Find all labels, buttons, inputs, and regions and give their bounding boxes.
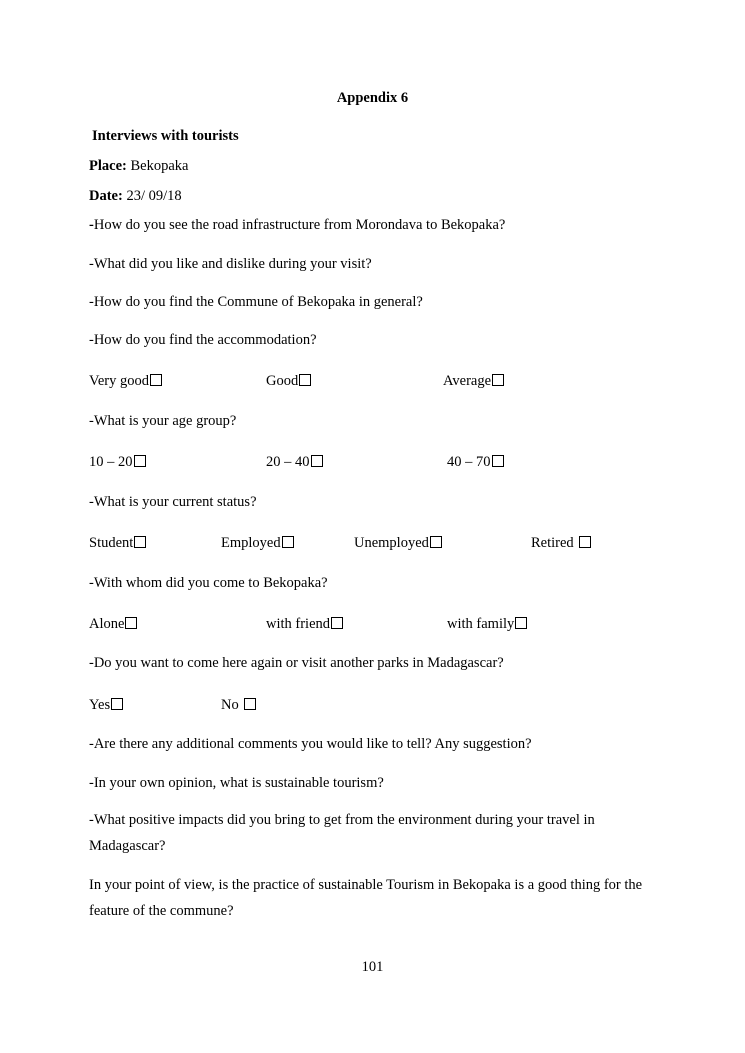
option-student	[89, 534, 146, 552]
place-line	[89, 157, 188, 175]
option-label: Retired	[531, 535, 574, 551]
option-label: Employed	[221, 535, 281, 551]
question-accommodation: -How do you find the accommodation?	[89, 332, 317, 348]
option-age-20-40	[266, 453, 323, 471]
option-very-good	[89, 372, 162, 390]
option-employed	[221, 534, 294, 552]
question-company: -With whom did you come to Bekopaka?	[89, 575, 328, 591]
option-label: Unemployed	[354, 535, 429, 551]
checkbox[interactable]	[430, 536, 442, 548]
option-unemployed	[354, 534, 442, 552]
option-label: 10 – 20	[89, 454, 133, 470]
checkbox[interactable]	[134, 536, 146, 548]
checkbox[interactable]	[282, 536, 294, 548]
question-status: -What is your current status?	[89, 494, 257, 510]
date-label: Date:	[89, 188, 123, 204]
checkbox[interactable]	[299, 374, 311, 386]
question-dash: -	[89, 217, 94, 233]
checkbox[interactable]	[311, 455, 323, 467]
question-commune: -How do you find the Commune of Bekopaka in general?	[89, 294, 423, 310]
checkbox[interactable]	[515, 617, 527, 629]
option-with-family	[447, 615, 527, 633]
option-label: Good	[266, 373, 299, 389]
checkbox[interactable]	[150, 374, 162, 386]
question-age-group: -What is your age group?	[89, 413, 237, 429]
place-value: Bekopaka	[130, 158, 189, 174]
option-retired	[531, 534, 591, 552]
page-number: 101	[361, 959, 384, 975]
option-label: 40 – 70	[447, 454, 491, 470]
option-label: 20 – 40	[266, 454, 310, 470]
option-no	[221, 696, 256, 714]
option-age-10-20	[89, 453, 146, 471]
question-sustainable-tourism: -In your own opinion, what is sustainable tourism?	[89, 775, 384, 791]
section-title: Interviews with tourists	[92, 128, 239, 144]
question-road-text: How do you see the road infrastructure from Morondava to Bekopaka?	[93, 217, 506, 233]
option-label: Alone	[89, 616, 125, 632]
question-road	[89, 216, 505, 234]
checkbox[interactable]	[492, 455, 504, 467]
checkbox[interactable]	[134, 455, 146, 467]
checkbox[interactable]	[492, 374, 504, 386]
date-line	[89, 187, 182, 205]
checkbox[interactable]	[331, 617, 343, 629]
option-average	[443, 372, 504, 390]
date-value: 23/ 09/18	[126, 188, 182, 204]
option-label: with friend	[266, 616, 331, 632]
question-positive-impacts: -What positive impacts did you bring to get from the environment during your travel in Madagascar?	[89, 812, 595, 854]
option-label: with family	[447, 616, 515, 632]
option-label: Very good	[89, 373, 150, 389]
option-yes	[89, 696, 123, 714]
option-label: Average	[443, 373, 492, 389]
option-age-40-70	[447, 453, 504, 471]
place-label: Place:	[89, 158, 127, 174]
option-label: No	[221, 697, 239, 713]
question-like-dislike: -What did you like and dislike during your visit?	[89, 256, 372, 272]
question-return: -Do you want to come here again or visit another parks in Madagascar?	[89, 655, 504, 671]
option-label: Student	[89, 535, 134, 551]
checkbox[interactable]	[125, 617, 137, 629]
checkbox[interactable]	[111, 698, 123, 710]
question-point-of-view: In your point of view, is the practice of sustainable Tourism in Bekopaka is a good thing for the feature of the commune?	[89, 877, 643, 919]
checkbox[interactable]	[579, 536, 591, 548]
question-comments: -Are there any additional comments you would like to tell? Any suggestion?	[89, 736, 532, 752]
option-good	[266, 372, 311, 390]
page-title: Appendix 6	[336, 90, 409, 106]
option-with-friend	[266, 615, 343, 633]
option-alone	[89, 615, 137, 633]
checkbox[interactable]	[244, 698, 256, 710]
option-label: Yes	[89, 697, 111, 713]
